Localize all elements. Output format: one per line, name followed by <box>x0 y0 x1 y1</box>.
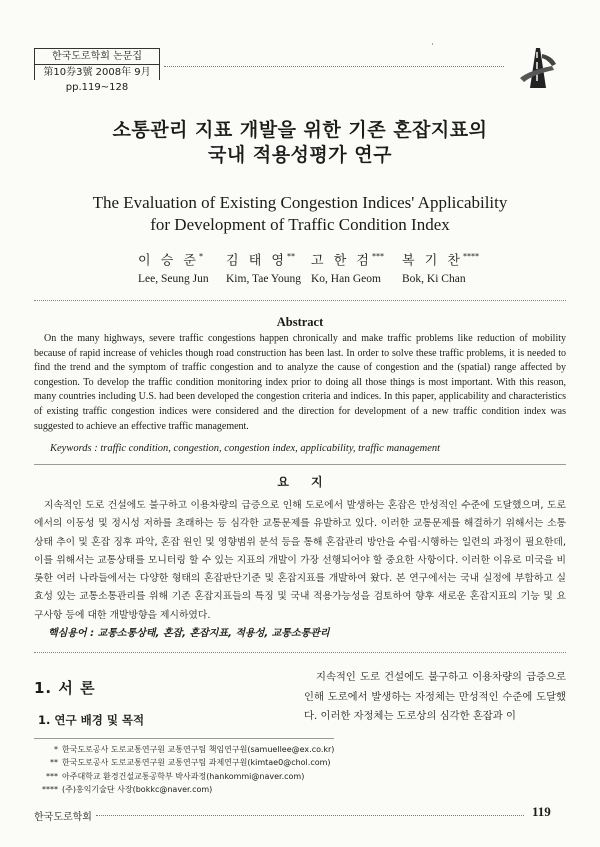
author-3-english-name: Ko, Han Geom <box>311 273 381 286</box>
korean-keywords-line <box>48 624 568 639</box>
abstract-body: On the many highways, severe traffic congestions happen chronically and make traffic problems like reduction of mobility because of rapid increase of vehicles though road construction has been last. In order to solve these traffic problems, it is needed to find the trend and the symptom of traffic congestion and to analyze the cause of congestion and the (spatial) range affected by congestion. To develop the traffic condition monitoring index prior to doing all those things is most important. With this reason, many countries including U.S. had been developed the congestion criteria and indices. In this paper, applicability and characteristics of existing traffic congestion indices were considered and the direction for development of a new traffic condition index was suggested to achieve an effective traffic management. <box>34 333 566 432</box>
journal-info-box <box>34 48 160 95</box>
footnote-1-mark: * <box>54 745 58 754</box>
author-1-english-name: Lee, Seung Jun <box>138 273 209 286</box>
journal-volume: 第10券3號 2008年 9月 <box>34 64 160 80</box>
header-dotted-rule <box>164 66 504 67</box>
journal-name: 한국도로학회 논문집 <box>34 48 160 64</box>
subsection-heading: 1. 연구 배경 및 목적 <box>38 713 145 727</box>
author-3-korean-name: 고 한 검 <box>311 253 372 269</box>
footnotes <box>34 743 364 797</box>
section-heading: 1. 서 론 <box>34 679 96 697</box>
author-2-korean-name: 김 태 영 <box>226 253 287 269</box>
korean-title-line-2: 국내 적용성평가 연구 <box>208 144 392 166</box>
author-1-mark: * <box>198 252 203 261</box>
english-title <box>0 192 600 236</box>
journal-road-logo-icon <box>516 44 558 90</box>
footnote-3 <box>34 770 364 783</box>
korean-title-line-1: 소통관리 지표 개발을 위한 기존 혼잡지표의 <box>112 119 488 141</box>
footer-dotted-rule <box>96 815 524 816</box>
keywords-list: traffic condition, congestion, congestion index, applicability, traffic management <box>100 443 441 454</box>
abstract-heading: Abstract <box>276 315 324 329</box>
author-1 <box>138 248 209 288</box>
footnote-4-text: (주)홍익기술단 사장(bokkc@naver.com) <box>62 785 213 795</box>
korean-keywords-list: 교통소통상태, 혼잡, 혼잡지표, 적용성, 교통소통관리 <box>97 628 330 639</box>
footnote-rule <box>34 738 334 739</box>
page-number: 119 <box>532 804 551 819</box>
corner-mark: · <box>431 40 434 50</box>
korean-title <box>0 118 600 168</box>
body-right-column: 지속적인 도로 건설에도 불구하고 이용차량의 급증으로 인해 도로에서 발생하는 자정체는 만성적인 수준에 도달했다. 이러한 자정체는 도로상의 심각한 혼잡과 이 <box>304 671 566 723</box>
author-4-korean-name: 복 기 찬 <box>402 253 463 269</box>
footnote-2-mark: ** <box>50 758 58 768</box>
author-2 <box>226 248 301 288</box>
footnote-1-text: 한국도로공사 도로교통연구원 교통연구팀 책임연구원(samuellee@ex.co.kr) <box>62 745 335 754</box>
english-title-line-2: for Development of Traffic Condition Index <box>150 215 450 234</box>
keywords-label: Keywords : <box>50 443 98 454</box>
author-4-mark: **** <box>462 252 479 261</box>
keywords-line <box>50 443 570 454</box>
divider-rule <box>34 300 566 301</box>
author-3 <box>311 248 384 288</box>
journal-pages: pp.119~128 <box>65 82 129 93</box>
author-1-korean-name: 이 승 준 <box>138 253 199 269</box>
footnote-4-mark: **** <box>42 785 58 795</box>
author-2-mark: ** <box>286 252 295 261</box>
author-4-english-name: Bok, Ki Chan <box>402 273 466 286</box>
footnote-3-text: 아주대학교 환경건설교통공학부 박사과정(hankommi@naver.com) <box>62 771 305 781</box>
footnote-2 <box>34 756 364 769</box>
divider-rule <box>34 652 566 653</box>
divider-rule <box>34 464 566 465</box>
english-title-line-1: The Evaluation of Existing Congestion Indices' Applicability <box>92 193 508 212</box>
korean-summary-heading: 요지 <box>277 475 345 489</box>
footer-society-name: 한국도로학회 <box>34 812 92 823</box>
footnote-1 <box>34 743 364 756</box>
korean-keywords-label: 핵심용어 : <box>48 628 95 639</box>
author-2-english-name: Kim, Tae Young <box>226 273 302 286</box>
footnote-4 <box>34 783 364 796</box>
footnote-3-mark: *** <box>46 771 58 781</box>
author-4 <box>402 248 479 288</box>
korean-summary-body: 지속적인 도로 건설에도 불구하고 이용차량의 급증으로 인해 도로에서 발생하는 혼잡은 만성적인 수준에 도달했으며, 도로에서의 이동성 및 정시성 저하를 초래하는 등 심각한 교통문제를 유발하고 있다. 이러한 교통문제를 해결하기 위해서는 소통상태 추이 및 혼잡 징후 파악, 혼잡 원인 및 영향범위 분석 등을 통해 혼잡관리 방안을 수립·시행하는 일련의 과정이 필요한데, 이를 위해서는 교통상태를 모니터링 할 수 있는 지표의 개발이 가장 선행되어야 할 중요한 사항이다. 이러한 이유로 미국을 비롯한 여러 나라들에서는 다양한 형태의 혼잡판단기준 및 혼잡지표를 개발하여 왔다. 본 연구에서는 국내 실정에 부합하고 실효성 있는 교통소통관리를 위해 기존 혼잡지표들의 특징 및 국내 적용가능성을 검토하여 향후 새로운 혼잡지표의 기능 및 요구사항 등에 대한 개발방향을 제시하였다. <box>34 500 566 621</box>
footnote-2-text: 한국도로공사 도로교통연구원 교통연구팀 과제연구원(kimtae0@chol.com) <box>62 758 331 768</box>
author-3-mark: *** <box>371 252 384 261</box>
